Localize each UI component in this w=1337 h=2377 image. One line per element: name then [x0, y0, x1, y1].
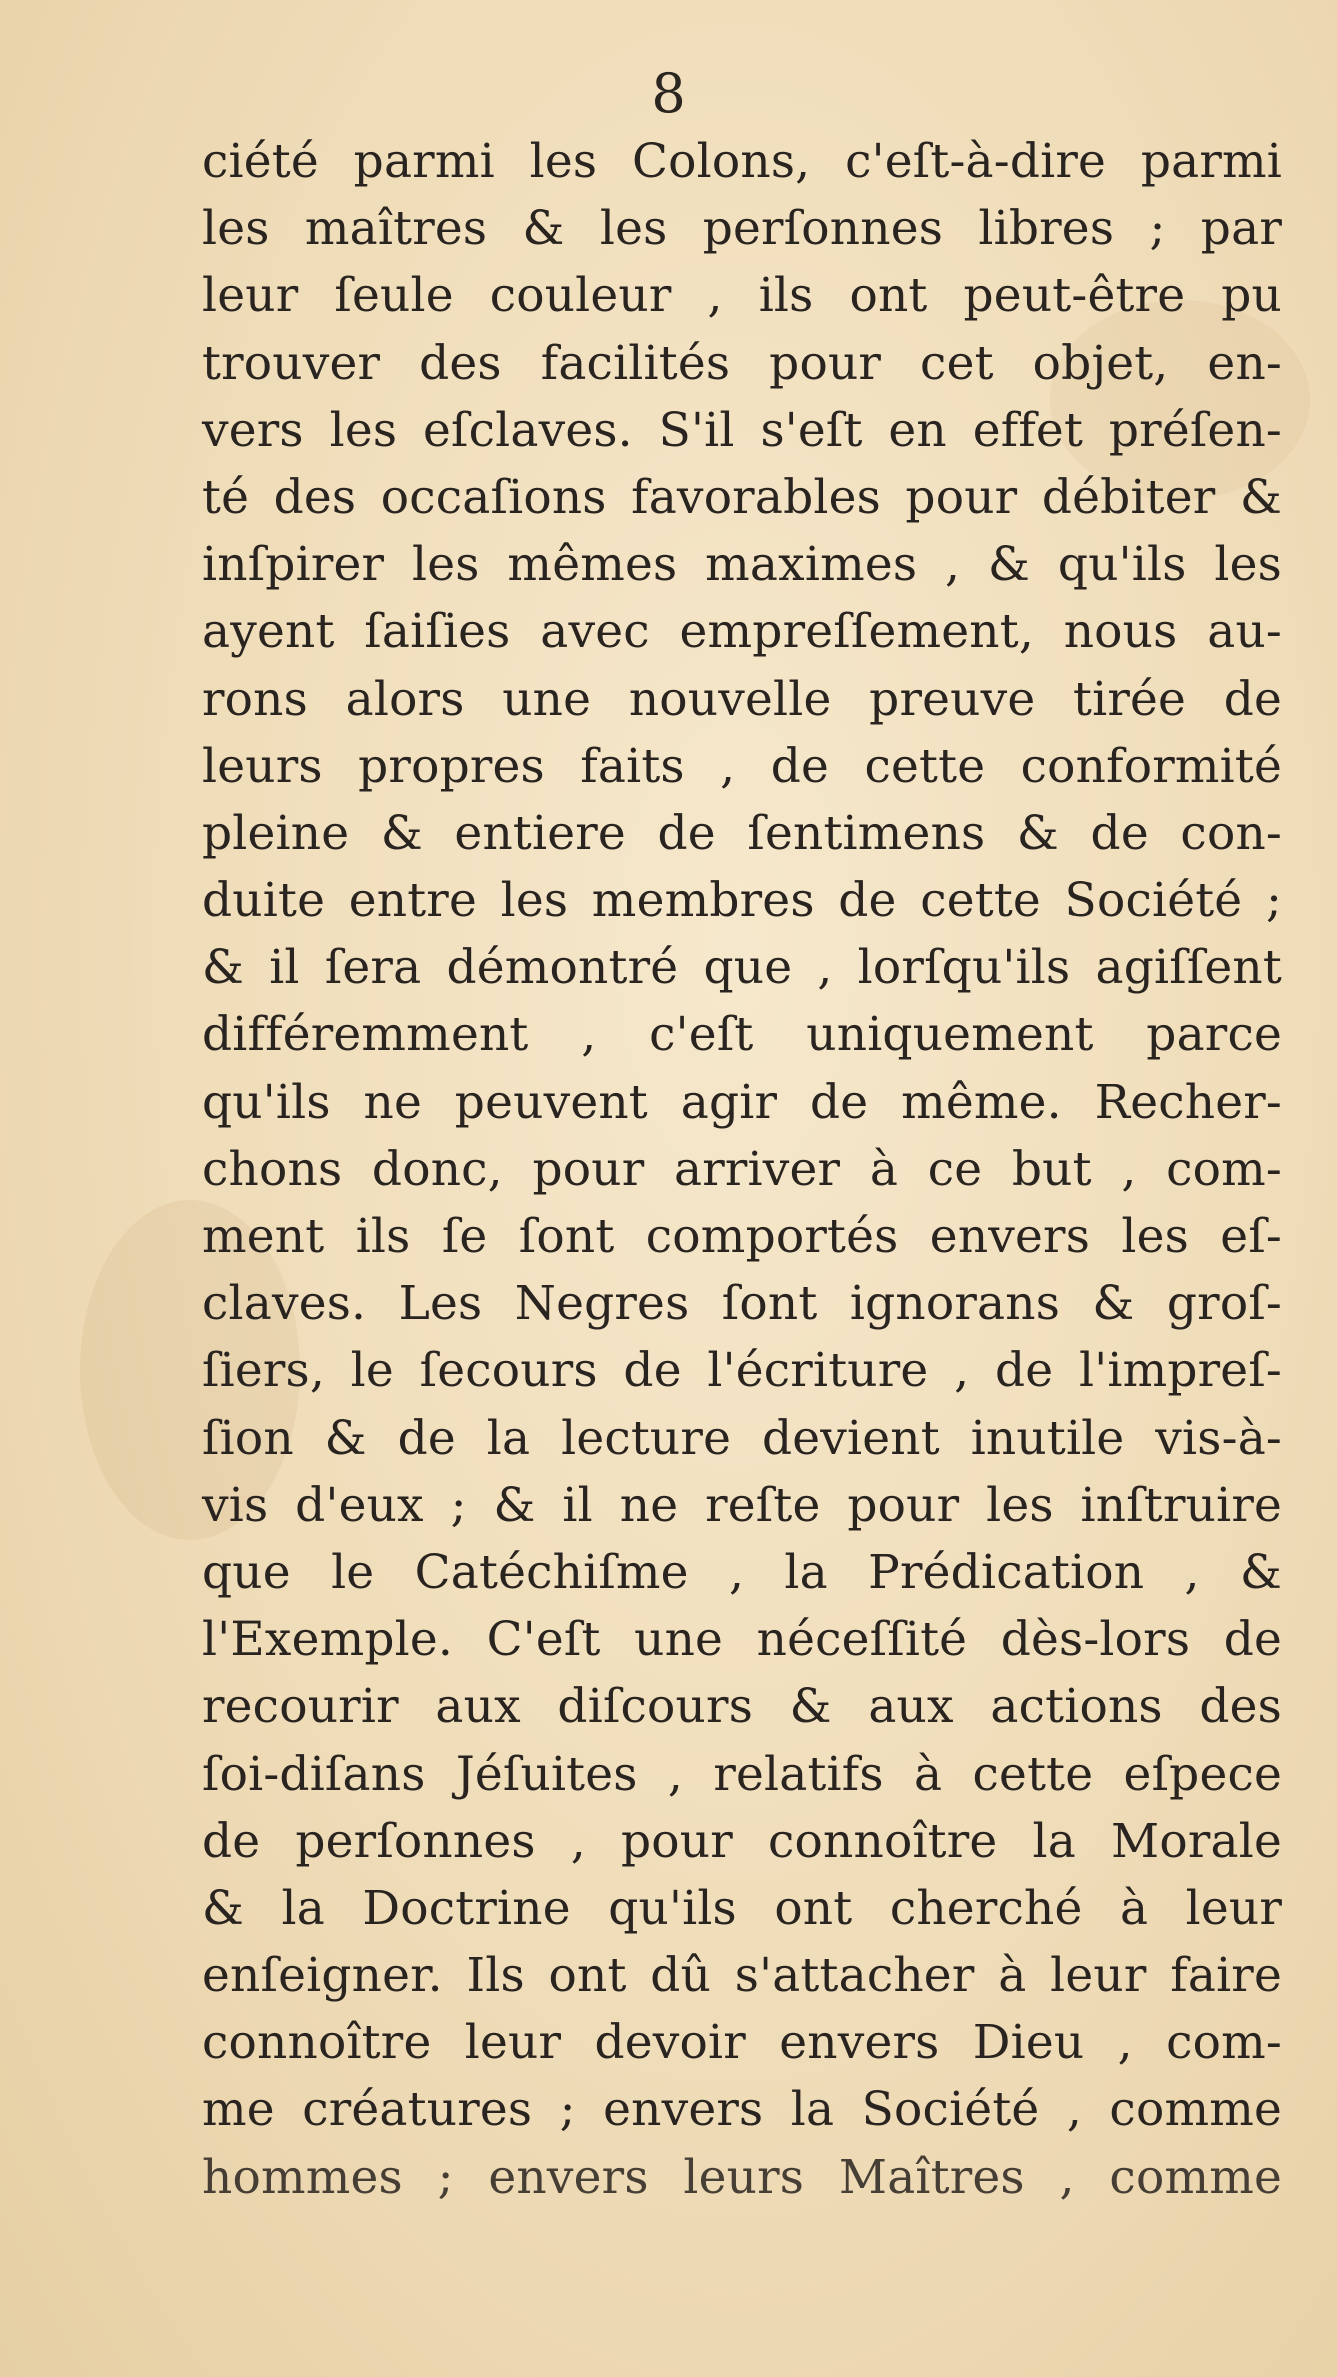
text-line: connoître leur devoir envers Dieu , com-	[202, 2015, 1282, 2071]
text-line: l'Exemple. C'eſt une néceſſité dès-lors de	[202, 1612, 1282, 1668]
text-line: ſoi-diſans Jéſuites , relatifs à cette eſpece	[202, 1746, 1282, 1802]
text-line: té des occaſions favorables pour débiter &	[202, 469, 1282, 525]
text-line: hommes ; envers leurs Maîtres , comme	[202, 2149, 1282, 2205]
text-line: chons donc, pour arriver à ce but , com-	[202, 1141, 1282, 1197]
text-line: leur ſeule couleur , ils ont peut-être pu	[202, 268, 1282, 324]
text-line: vers les eſclaves. S'il s'eſt en effet préſen-	[202, 402, 1282, 458]
text-line: ciété parmi les Colons, c'eſt-à-dire parmi	[202, 134, 1282, 189]
page-number: 8	[651, 62, 686, 125]
text-line: duite entre les membres de cette Société ;	[202, 873, 1282, 929]
text-line: enſeigner. Ils ont dû s'attacher à leur faire	[202, 1948, 1282, 2004]
text-line: ayent ſaiſies avec empreſſement, nous au-	[202, 604, 1282, 660]
text-line: & la Doctrine qu'ils ont cherché à leur	[202, 1880, 1282, 1936]
text-line: ſiers, le ſecours de l'écriture , de l'impreſ-	[202, 1343, 1282, 1399]
text-line: pleine & entiere de ſentimens & de con-	[202, 805, 1282, 861]
text-line: ment ils ſe ſont comportés envers les eſ-	[202, 1209, 1282, 1264]
text-line: inſpirer les mêmes maximes , & qu'ils les	[202, 537, 1282, 593]
text-line: leurs propres faits , de cette conformité	[202, 738, 1282, 794]
text-line: recourir aux diſcours & aux actions des	[202, 1679, 1282, 1735]
text-line: & il ſera démontré que , lorſqu'ils agiſſent	[202, 940, 1282, 996]
text-line: rons alors une nouvelle preuve tirée de	[202, 671, 1282, 727]
text-line: claves. Les Negres ſont ignorans & groſ-	[202, 1276, 1282, 1332]
text-line: de perſonnes , pour connoître la Morale	[202, 1813, 1282, 1869]
text-line: me créatures ; envers la Société , comme	[202, 2082, 1282, 2138]
text-line: qu'ils ne peuvent agir de même. Recher-	[202, 1074, 1282, 1130]
body-text	[202, 128, 1282, 2211]
text-line: vis d'eux ; & il ne reſte pour les inſtruire	[202, 1477, 1282, 1533]
text-line: trouver des facilités pour cet objet, en-	[202, 335, 1282, 391]
text-line: les maîtres & les perſonnes libres ; par	[202, 201, 1282, 257]
text-line: ſion & de la lecture devient inutile vis-à-	[202, 1410, 1282, 1466]
text-line: que le Catéchiſme , la Prédication , &	[202, 1544, 1282, 1600]
text-line: différemment , c'eſt uniquement parce	[202, 1007, 1282, 1063]
